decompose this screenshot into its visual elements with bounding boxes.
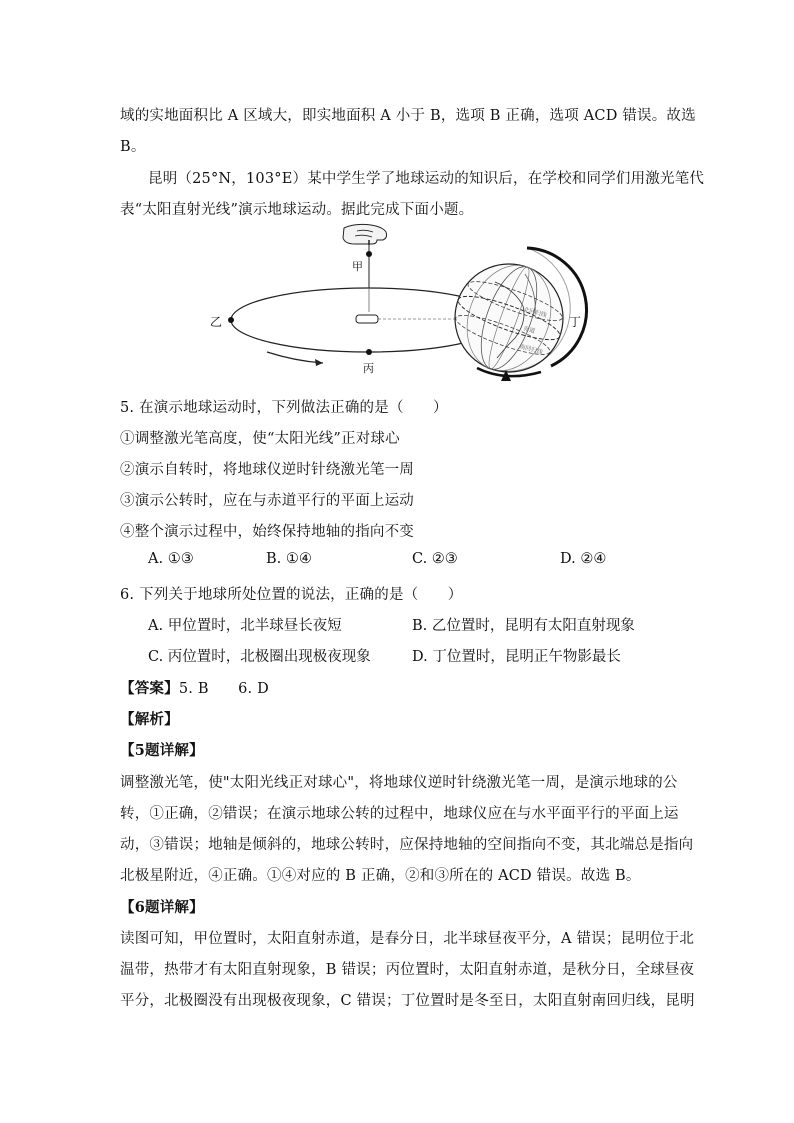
orbit-direction-arrow <box>267 352 323 366</box>
laser-pen <box>356 315 378 323</box>
globe-label-tropic-cancer: 北回归线 <box>522 306 548 320</box>
position-jia-dot <box>366 251 372 257</box>
q5-statement-4: ④整个演示过程中，始终保持地轴的指向不变 <box>120 524 414 540</box>
position-yi-dot <box>228 317 234 323</box>
globe-label-tropic-capricorn: 南回归线 <box>518 343 544 357</box>
q5-statement-2: ②演示自转时，将地球仪逆时针绕激光笔一周 <box>120 462 414 478</box>
label-jia: 甲 <box>352 260 363 273</box>
q5-stem: 5. 在演示地球运动时，下列做法正确的是（ ） <box>120 400 448 416</box>
globe-label-equator: 赤道 <box>522 325 536 336</box>
hand-icon <box>343 224 387 245</box>
q5-option-a: A. ①③ <box>148 551 194 567</box>
context-line-2: 表“太阳直射光线”演示地球运动。据此完成下面小题。 <box>120 202 474 218</box>
answer-line <box>120 677 269 698</box>
position-bing-dot <box>366 349 372 355</box>
q6-option-d: D. 丁位置时，昆明正午物影最长 <box>412 649 621 665</box>
analysis-title: 【解析】 <box>120 711 179 728</box>
context-line-1: 昆明（25°N，103°E）某中学生学了地球运动的知识后，在学校和同学们用激光笔代 <box>148 171 705 187</box>
intro-line-2: B。 <box>120 139 146 155</box>
globe-icon <box>452 248 586 382</box>
label-bing: 丙 <box>363 362 374 375</box>
detail5-line-2: 转，①正确，②错误；在演示地球公转的过程中，地球仪应在与水平面平行的平面上运 <box>120 806 679 822</box>
detail6-line-1: 读图可知，甲位置时，太阳直射赤道，是春分日，北半球昼夜平分，A 错误；昆明位于北 <box>120 931 695 947</box>
q5-option-c: C. ②③ <box>412 551 458 567</box>
answer-text: 5. B 6. D <box>178 681 269 697</box>
q6-option-b: B. 乙位置时，昆明有太阳直射现象 <box>412 618 635 634</box>
label-yi: 乙 <box>210 315 223 329</box>
detail5-title: 【5题详解】 <box>120 742 204 759</box>
detail6-line-3: 平分，北极圈没有出现极夜现象，C 错误；丁位置时是冬至日，太阳直射南回归线，昆明 <box>120 993 695 1009</box>
detail6-line-2: 温带，热带才有太阳直射现象，B 错误；丙位置时，太阳直射赤道，是秋分日，全球昼夜 <box>120 962 695 978</box>
detail6-title: 【6题详解】 <box>120 899 204 916</box>
q6-stem: 6. 下列关于地球所处位置的说法，正确的是（ ） <box>120 587 463 603</box>
detail5-line-1: 调整激光笔，使"太阳光线正对球心"，将地球仪逆时针绕激光笔一周，是演示地球的公 <box>120 775 678 791</box>
q5-option-d: D. ②④ <box>560 551 607 567</box>
q5-statement-1: ①调整激光笔高度，使“太阳光线”正对球心 <box>120 431 400 447</box>
detail5-line-3: 动，③错误；地轴是倾斜的，地球公转时，应保持地轴的空间指向不变，其北端总是指向 <box>120 837 694 853</box>
earth-orbit-figure <box>205 222 590 384</box>
detail5-line-4: 北极星附近，④正确。①④对应的 B 正确，②和③所在的 ACD 错误。故选 B。 <box>120 868 641 884</box>
intro-line-1: 域的实地面积比 A 区域大，即实地面积 A 小于 B，选项 B 正确，选项 ACD 错误。故选 <box>120 108 696 124</box>
q5-statement-3: ③演示公转时，应在与赤道平行的平面上运动 <box>120 493 414 509</box>
q6-option-c: C. 丙位置时，北极圈出现极夜现象 <box>148 649 371 665</box>
q6-option-a: A. 甲位置时，北半球昼长夜短 <box>148 618 342 634</box>
label-ding: 丁 <box>569 315 582 329</box>
q5-option-b: B. ①④ <box>266 551 312 567</box>
answer-label: 【答案】 <box>120 680 179 697</box>
